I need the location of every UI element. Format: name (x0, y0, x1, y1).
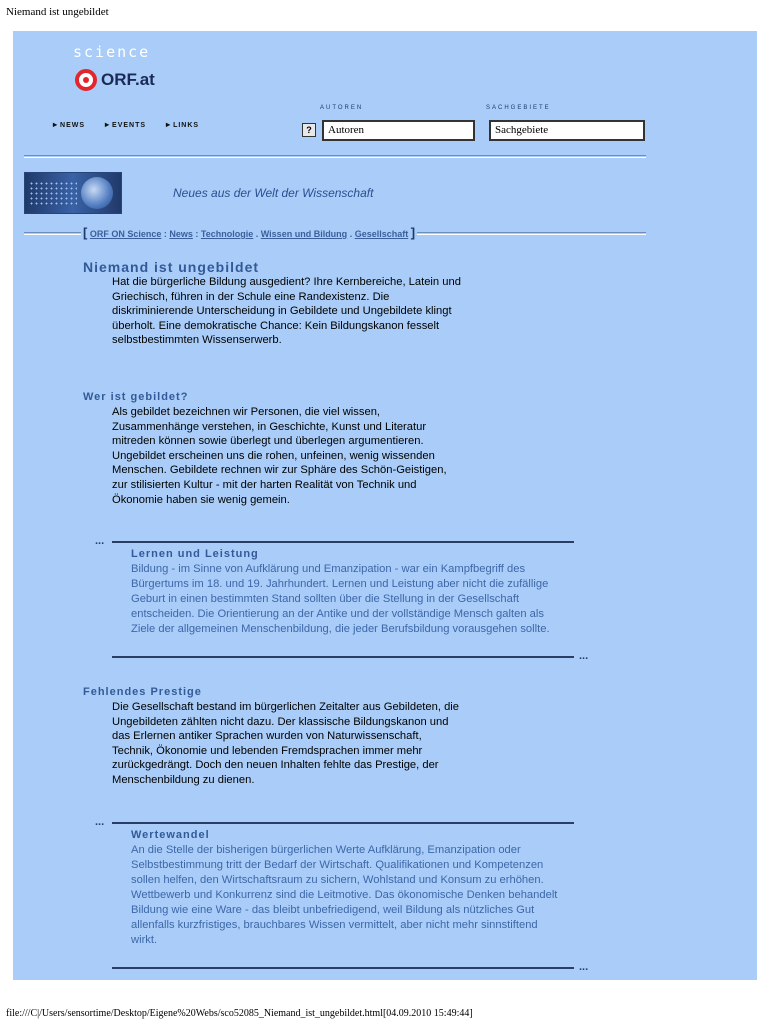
breadcrumb-separator: . (347, 229, 355, 239)
breadcrumb-separator: : (192, 229, 201, 239)
sachgebiete-label: SACHGEBIETE (486, 105, 551, 111)
breadcrumb-separator: : (161, 229, 170, 239)
science-banner-image (24, 172, 122, 214)
box-ellipsis-left: ... (95, 816, 105, 828)
nav-links-link[interactable]: ▸ LINKS (166, 120, 199, 129)
box-ellipsis-left: ... (95, 535, 105, 547)
print-footer-url: file:///C|/Users/sensortime/Desktop/Eigene%20Webs/sco52085_Niemand_ist_ungebildet.html[04.09.2010 15:49:44] (6, 1008, 473, 1019)
page-content (13, 31, 757, 980)
science-logo-text[interactable]: science (73, 43, 151, 61)
section-heading-fehlendes-prestige: Fehlendes Prestige (83, 686, 202, 698)
box-top-rule (112, 822, 574, 824)
breadcrumb-gesellschaft[interactable]: Gesellschaft (354, 229, 409, 239)
orf-logo-text: ORF.at (101, 70, 155, 89)
article-title: Niemand ist ungebildet (83, 259, 260, 275)
autoren-label: AUTOREN (320, 105, 364, 111)
autoren-select[interactable]: Autoren (322, 120, 475, 141)
sachgebiete-select[interactable]: Sachgebiete (489, 120, 645, 141)
banner-dots-decoration (29, 181, 77, 207)
top-nav (53, 120, 199, 129)
help-icon[interactable]: ? (302, 123, 316, 137)
section-heading-wer-ist-gebildet: Wer ist gebildet? (83, 391, 189, 403)
breadcrumb-open-bracket: [ (83, 225, 88, 240)
breadcrumb-wissen-und-bildung[interactable]: Wissen und Bildung (260, 229, 348, 239)
orf-logo-icon (75, 69, 97, 91)
nav-events-link[interactable]: ▸ EVENTS (105, 120, 146, 129)
box-text-lernen-und-leistung: Bildung - im Sinne von Aufklärung und Emanzipation - war ein Kampfbegriff des Bürgertums im 18. und 19. Jahrhundert. Lernen und Leistung aber nicht die zufällige Geburt in einen bestimmten Stand sollten über die Stellung in der Gesellschaft entscheiden. Die Orientierung an der Antike und der vollständige Mensch galten als Ziele der allgemeinen Menschenbildung, die jeder Berufsbildung vorausgehen sollte. (131, 563, 550, 635)
tagline: Neues aus der Welt der Wissenschaft (173, 186, 374, 200)
box-ellipsis-right: ... (579, 650, 589, 662)
box-bottom-rule (112, 967, 574, 969)
breadcrumb-close-bracket: ] (410, 225, 416, 240)
section-text-fehlendes-prestige: Die Gesellschaft bestand im bürgerlichen Zeitalter aus Gebildeten, die Ungebildeten zählten nicht dazu. Der klassische Bildungskanon und das Erlernen antiker Sprachen wurden von Naturwissenschaft, Technik, Ökonomie und lebenden Fremdsprachen immer mehr zurückgedrängt. Doch den neuen Inhalten fehlte das Prestige, der Menschenbildung zu dienen. (112, 701, 459, 786)
breadcrumb-separator: . (253, 229, 261, 239)
print-header-title: Niemand ist ungebildet (6, 6, 109, 18)
article-lead: Hat die bürgerliche Bildung ausgedient? Ihre Kernbereiche, Latein und Griechisch, führen in der Schule eine Randexistenz. Die diskriminierende Unterscheidung in Gebildete und Ungebildete klingt überholt. Eine demokratische Chance: Kein Bildungskanon fesselt selbstbestimmten Wissenserwerb. (112, 276, 461, 347)
nav-news-link[interactable]: ▸ NEWS (53, 120, 85, 129)
orf-logo[interactable] (75, 69, 155, 91)
box-bottom-rule (112, 656, 574, 658)
breadcrumb-news[interactable]: News (169, 229, 193, 239)
breadcrumb (81, 225, 417, 240)
box-text-wertewandel: An die Stelle der bisherigen bürgerlichen Werte Aufklärung, Emanzipation oder Selbstbestimmung tritt der Bedarf der Wirtschaft. Qualifikationen und Kompetenzen sollen helfen, den Wirtschaftsraum zu sichern, Wohlstand und Konsum zu erhöhen. Wettbewerb und Konkurrenz sind die Leitmotive. Das ökonomische Denken behandelt Bildung wie eine Ware - das bleibt unbefriedigend, weil Bildung als nützliches Gut allenfalls kurzfristiges, brauchbares Wissen vermittelt, aber nicht mehr sinnstiftend wirkt. (131, 844, 558, 946)
breadcrumb-technologie[interactable]: Technologie (200, 229, 254, 239)
header-divider (24, 155, 646, 158)
box-top-rule (112, 541, 574, 543)
box-heading-lernen-und-leistung: Lernen und Leistung (131, 548, 259, 560)
box-ellipsis-right: ... (579, 961, 589, 973)
globe-icon (81, 177, 113, 209)
box-heading-wertewandel: Wertewandel (131, 829, 210, 841)
breadcrumb-orf-on-science[interactable]: ORF ON Science (89, 229, 162, 239)
section-text-wer-ist-gebildet: Als gebildet bezeichnen wir Personen, die viel wissen, Zusammenhänge verstehen, in Geschichte, Kunst und Literatur mitreden können sowie überlegt und überlegen argumentieren. Ungebildet erscheinen uns die rohen, unfeinen, wenig wissenden Menschen. Gebildete rechnen wir zur Sphäre des Schön-Geistigen, zur stilisierten Kultur - mit der harten Realität von Technik und Ökonomie haben sie wenig gemein. (112, 406, 447, 506)
